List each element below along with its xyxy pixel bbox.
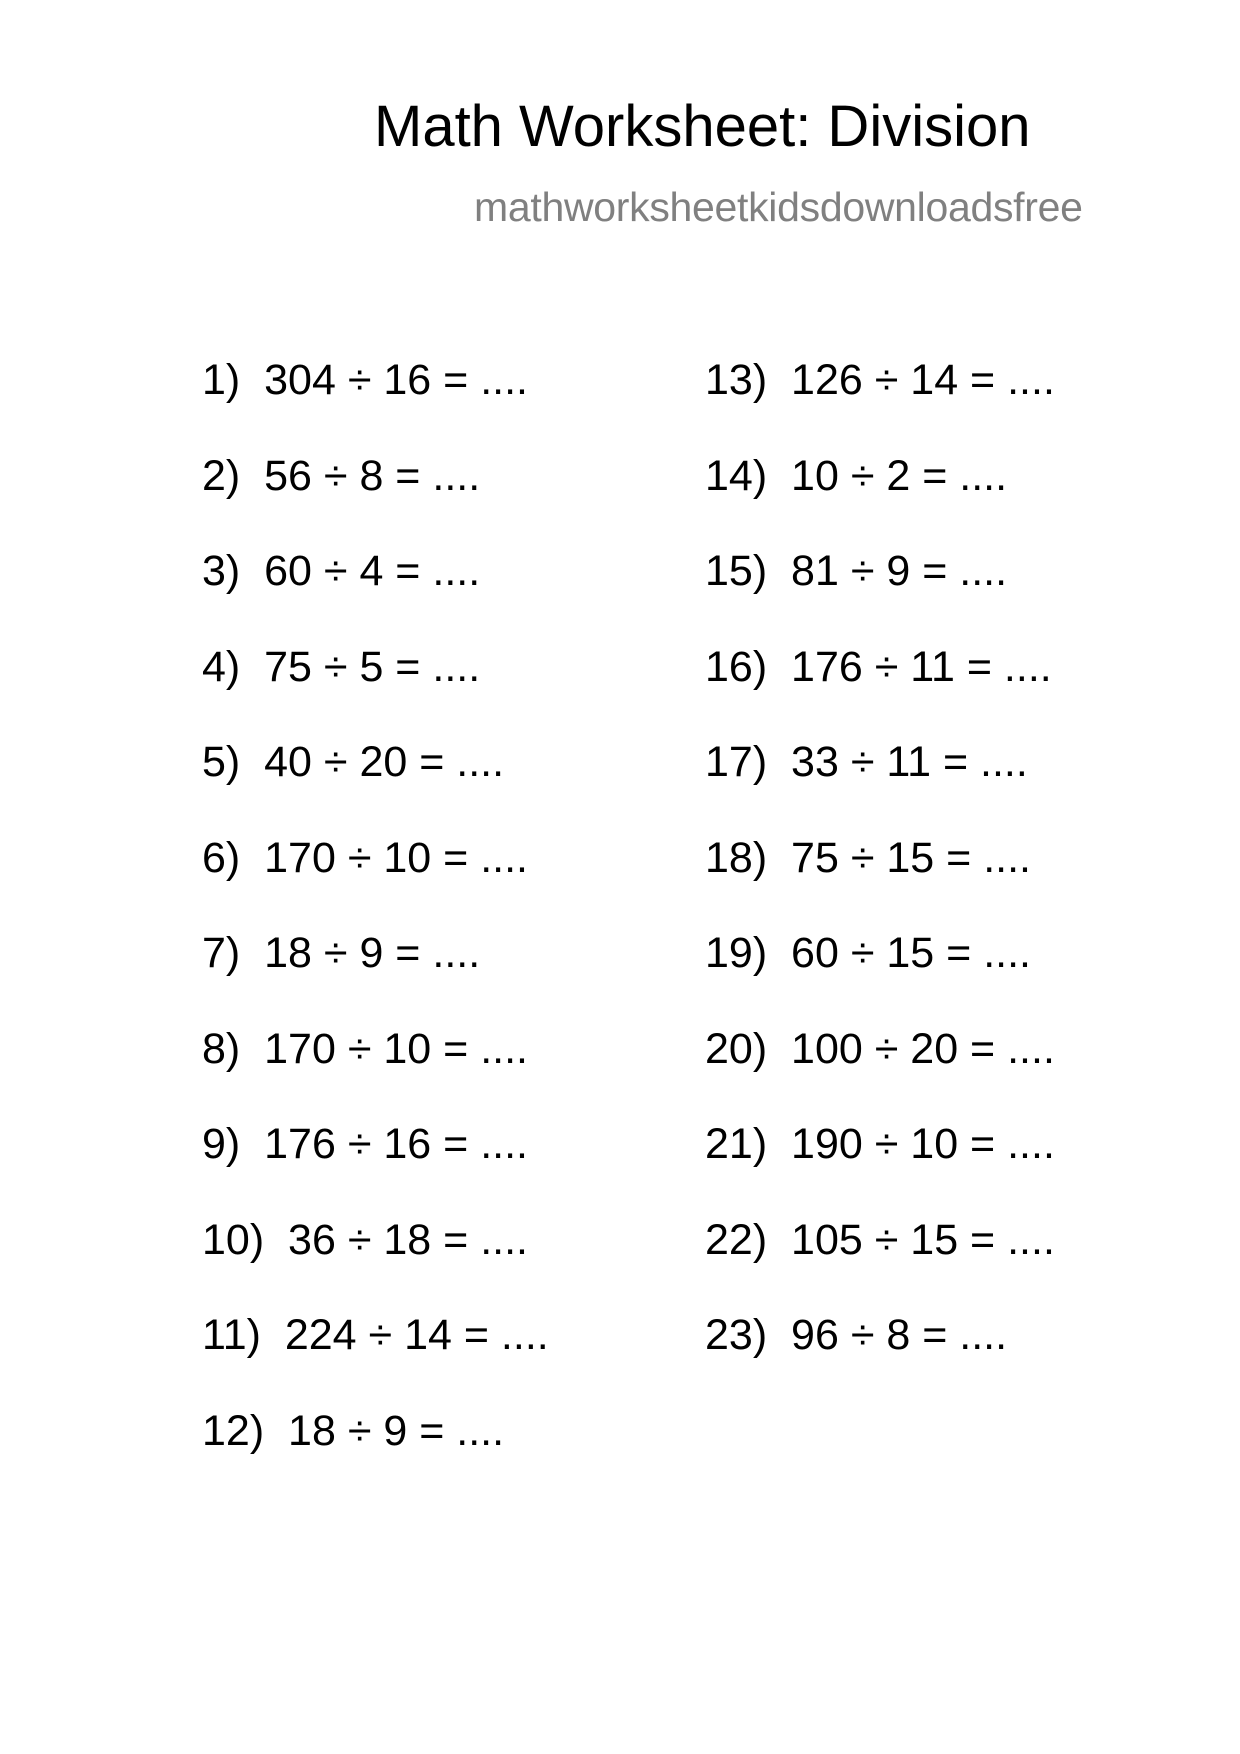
problem-item: 20) 100 ÷ 20 = .... — [705, 1024, 1055, 1073]
problem-item: 14) 10 ÷ 2 = .... — [705, 451, 1008, 500]
problem-item: 1) 304 ÷ 16 = .... — [202, 356, 528, 404]
problem-item: 2) 56 ÷ 8 = .... — [202, 451, 481, 500]
page-title: Math Worksheet: Division — [374, 94, 1031, 159]
problem-item: 19) 60 ÷ 15 = .... — [705, 929, 1031, 977]
problem-item: 15) 81 ÷ 9 = .... — [705, 547, 1008, 595]
problem-column-right — [705, 358, 1055, 1409]
problem-item: 22) 105 ÷ 15 = .... — [705, 1215, 1055, 1264]
problem-item: 16) 176 ÷ 11 = .... — [705, 642, 1052, 691]
problem-item: 11) 224 ÷ 14 = .... — [202, 1311, 549, 1359]
problem-item: 6) 170 ÷ 10 = .... — [202, 833, 528, 882]
problem-item: 7) 18 ÷ 9 = .... — [202, 929, 481, 977]
problem-item: 12) 18 ÷ 9 = .... — [202, 1406, 505, 1455]
problem-item: 3) 60 ÷ 4 = .... — [202, 547, 481, 595]
problem-item: 4) 75 ÷ 5 = .... — [202, 642, 481, 691]
problem-item: 18) 75 ÷ 15 = .... — [705, 833, 1031, 882]
problem-item: 17) 33 ÷ 11 = .... — [705, 738, 1028, 786]
problem-item: 8) 170 ÷ 10 = .... — [202, 1024, 528, 1073]
problem-item: 23) 96 ÷ 8 = .... — [705, 1311, 1008, 1359]
problem-column-left — [202, 358, 549, 1504]
problem-item: 5) 40 ÷ 20 = .... — [202, 738, 505, 786]
problem-item: 21) 190 ÷ 10 = .... — [705, 1120, 1055, 1168]
problem-item: 10) 36 ÷ 18 = .... — [202, 1215, 528, 1264]
problem-item: 9) 176 ÷ 16 = .... — [202, 1120, 528, 1168]
site-watermark: mathworksheetkidsdownloadsfree — [474, 184, 1083, 230]
problem-item: 13) 126 ÷ 14 = .... — [705, 356, 1055, 404]
